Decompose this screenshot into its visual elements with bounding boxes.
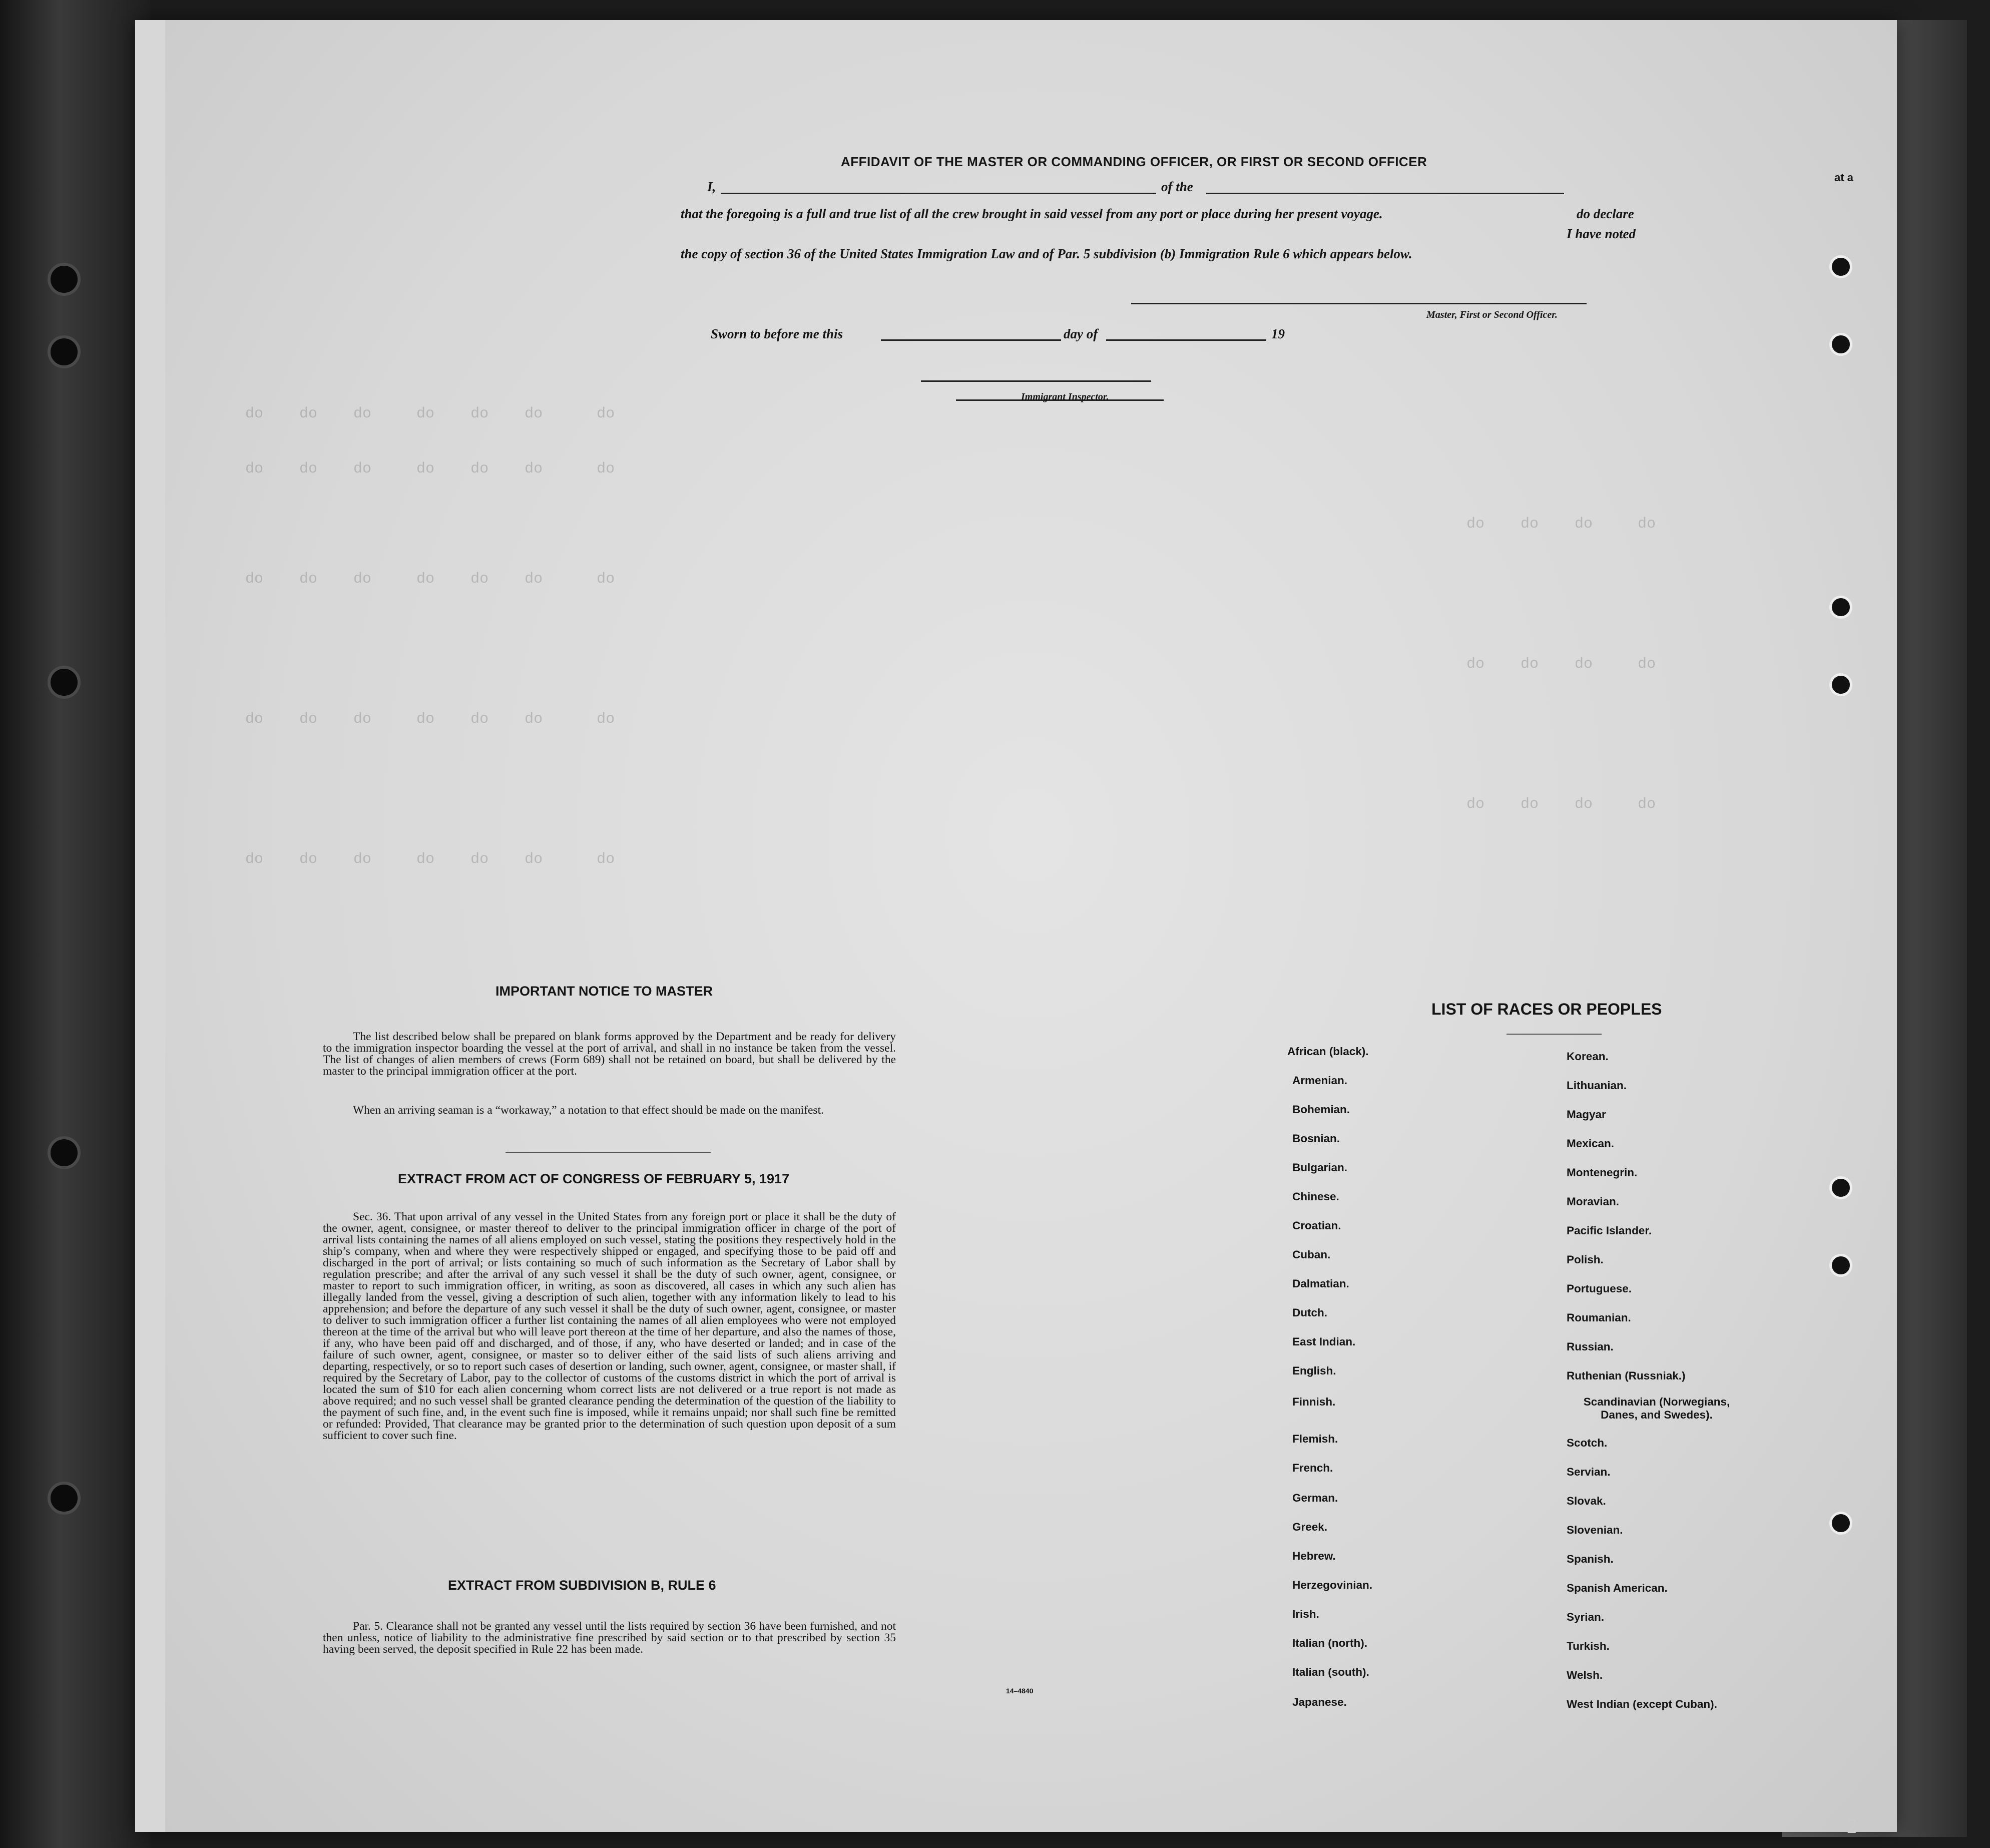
rule-paragraph [323, 1621, 896, 1655]
punch-hole [1829, 596, 1852, 619]
race-right: Slovenian. [1567, 1524, 1623, 1536]
punch-hole [1829, 255, 1852, 278]
race-right: Russian. [1567, 1340, 1614, 1353]
race-left: East Indian. [1292, 1335, 1356, 1348]
margin-mark: 2 [1847, 1815, 1857, 1837]
race-right: Turkish. [1567, 1640, 1610, 1652]
race-left: Bosnian. [1292, 1132, 1340, 1145]
punch-hole [1829, 1176, 1852, 1199]
affidavit-line2: that the foregoing is a full and true list of all the crew brought in said vessel from any port or place during her present voyage. [681, 206, 1383, 221]
inspector-caption: Immigrant Inspector. [1021, 391, 1109, 402]
race-right: Spanish. [1567, 1553, 1614, 1565]
page-surface [165, 20, 1897, 1832]
notice-para2-text: When an arriving seaman is a “workaway,” a notation to that effect should be made on the manifest. [353, 1104, 824, 1117]
race-left: Chinese. [1292, 1190, 1339, 1203]
affidavit-line4: the copy of section 36 of the United States Immigration Law and of Par. 5 subdivision (b) Immigration Rule 6 which appears below. [681, 246, 1412, 261]
act-paragraph [323, 1211, 896, 1442]
binding-strip [0, 0, 150, 1848]
binding-hole [48, 1136, 81, 1169]
race-left: English. [1292, 1364, 1336, 1377]
punch-hole [1829, 1512, 1852, 1535]
notice-para1-text: The list described below shall be prepared on blank forms approved by the Department and be ready for delivery to the immigration inspector boarding the vessel at the port of arrival, and shall in no instance be taken from the vessel. The list of changes of alien members of crews (Form 689) shall not be retained on board, but shall be delivered by the master to the principal immigration officer at the port. [323, 1030, 896, 1078]
bleed-through: do do do do [1466, 796, 1656, 813]
document-sheet [135, 20, 1897, 1832]
binding-hole [48, 666, 81, 699]
races-underline [1507, 1034, 1602, 1035]
race-right: Portuguese. [1567, 1282, 1632, 1295]
race-right: Mexican. [1567, 1137, 1615, 1150]
race-right: Korean. [1567, 1050, 1609, 1063]
act-heading: EXTRACT FROM ACT OF CONGRESS OF FEBRUARY 5, 1917 [398, 1171, 790, 1186]
race-right: Scotch. [1567, 1437, 1608, 1449]
binding-hole [48, 335, 81, 368]
race-right: Ruthenian (Russniak.) [1567, 1369, 1686, 1382]
form-number: 14–4840 [1006, 1687, 1034, 1695]
bleed-through: do do do do do do do [245, 405, 615, 422]
race-left: Italian (south). [1292, 1666, 1369, 1678]
races-heading: LIST OF RACES OR PEOPLES [1431, 1000, 1662, 1018]
punch-hole [1829, 673, 1852, 696]
bleed-through: do do do do do do do [245, 571, 615, 588]
sworn-text: Sworn to before me this [711, 326, 843, 341]
rule-heading: EXTRACT FROM SUBDIVISION B, RULE 6 [448, 1578, 716, 1593]
bleed-through: do do do do [1466, 656, 1656, 673]
affidavit-title: AFFIDAVIT OF THE MASTER OR COMMANDING OFFICER, OR FIRST OR SECOND OFFICER [841, 154, 1427, 169]
race-right: Syrian. [1567, 1611, 1605, 1623]
race-right: Servian. [1567, 1466, 1611, 1478]
race-right: Polish. [1567, 1253, 1604, 1266]
bleed-through: do do do do do do do [245, 460, 615, 478]
race-left: French. [1292, 1462, 1333, 1474]
notice-paragraph-1 [323, 1031, 896, 1077]
race-left: Armenian. [1292, 1074, 1348, 1087]
name-blank-line[interactable] [721, 193, 1156, 194]
race-left: Dutch. [1292, 1306, 1327, 1319]
bleed-through: do do do do do do do [245, 711, 615, 728]
sworn-day-blank[interactable] [881, 339, 1061, 341]
sworn-month-blank[interactable] [1106, 339, 1266, 341]
race-left: Bohemian. [1292, 1103, 1350, 1116]
race-left: African (black). [1287, 1045, 1369, 1058]
race-right: Spanish American. [1567, 1582, 1668, 1594]
affidavit-i: I, [707, 179, 716, 194]
race-left: Herzegovinian. [1292, 1579, 1373, 1591]
race-left: Dalmatian. [1292, 1277, 1349, 1290]
binding-hole [48, 1482, 81, 1515]
notice-paragraph-2 [323, 1105, 896, 1116]
inspector-line-1[interactable] [921, 380, 1151, 382]
race-left: Hebrew. [1292, 1550, 1336, 1562]
race-left: Greek. [1292, 1521, 1328, 1533]
bleed-through: do do do do [1466, 516, 1656, 533]
race-right: Roumanian. [1567, 1311, 1631, 1324]
binding-hole [48, 263, 81, 296]
affidavit-do-declare: do declare [1577, 206, 1634, 221]
race-right: Moravian. [1567, 1195, 1620, 1208]
race-right: Magyar [1567, 1108, 1606, 1121]
race-left: Irish. [1292, 1608, 1319, 1620]
race-left: German. [1292, 1492, 1338, 1504]
race-right: Scandinavian (Norwegians, Danes, and Swedes). [1583, 1396, 1730, 1421]
punch-hole [1829, 1254, 1852, 1277]
act-text: Sec. 36. That upon arrival of any vessel in the United States from any foreign port or place it shall be the duty of the owner, agent, consignee, or master thereof to deliver to the principal immigration officer in charge of the port of arrival lists containing the names of all aliens employed on such vessel, stating the positions they respectively hold in the ship’s company, when and where they were respectively shipped or engaged, and specifying those to be paid off and discharged in the port of arrival; or lists containing so much of such information as the Secretary of Labor shall by regulation prescribe; and after the arrival of any such vessel it shall be the duty of such owner, agent, consignee, or master to report to such immigration officer, in writing, as soon as discovered, all cases in which any such alien has illegally landed from the vessel, giving a description of such alien, together with any information likely to lead to his apprehension; and before the departure of any such vessel it shall be the duty of such owner, agent, consignee, or master to deliver to such immigration officer a further list containing the names of all alien employees who were not employed thereon at the time of the arrival but who will leave port thereon at the time of her departure, and also the names of those, if any, who have been paid off and discharged, and of those, if any, who have deserted or landed; and in case of the failure of such owner, agent, consignee, or master so to deliver either of the said lists of such aliens arriving and departing, respectively, or so to report such cases of desertion or landing, such owner, agent, consignee, or master shall, if required by the Secretary of Labor, pay to the collector of customs of the customs district in which the port of arrival is located the sum of $10 for each alien concerning whom correct lists are not delivered or a true report is not made as above required; and no such vessel shall be granted clearance pending the determination of the question of the liability to the payment of such fine, and, in the event such fine is imposed, while it remains unpaid; nor shall such fine be remitted or refunded: Provided, That clearance may be granted prior to the determination of such question upon deposit of a sum sufficient to cover such fine. [323, 1210, 896, 1442]
bleed-through: do do do do do do do [245, 851, 615, 868]
race-left: Croatian. [1292, 1219, 1341, 1232]
race-left: Italian (north). [1292, 1637, 1367, 1649]
notice-heading: IMPORTANT NOTICE TO MASTER [495, 984, 713, 999]
race-right: Montenegrin. [1567, 1166, 1638, 1179]
race-left: Flemish. [1292, 1433, 1338, 1445]
section-divider [506, 1152, 711, 1153]
signature-line[interactable] [1131, 303, 1587, 304]
year-prefix: 19 [1271, 326, 1285, 341]
race-left: Japanese. [1292, 1696, 1347, 1708]
day-of-text: day of [1064, 326, 1098, 341]
signature-caption: Master, First or Second Officer. [1426, 309, 1558, 320]
race-right: Slovak. [1567, 1495, 1606, 1507]
race-left: Finnish. [1292, 1396, 1336, 1408]
affidavit-line3: I have noted [1567, 226, 1636, 241]
race-right: Welsh. [1567, 1669, 1603, 1681]
punch-hole [1829, 333, 1852, 356]
race-right: West Indian (except Cuban). [1567, 1698, 1717, 1710]
rule-text: Par. 5. Clearance shall not be granted any vessel until the lists required by section 36 have been furnished, and not then unless, notice of liability to the administrative fine prescribed by said section or to that prescribed by section 35 having been served, the deposit specified in Rule 22 has been made. [323, 1620, 896, 1656]
race-right: Lithuanian. [1567, 1079, 1627, 1092]
at-a-label: at a [1834, 171, 1853, 184]
vessel-blank-line[interactable] [1206, 193, 1564, 194]
race-left: Cuban. [1292, 1248, 1331, 1261]
race-right: Pacific Islander. [1567, 1224, 1652, 1237]
race-left: Bulgarian. [1292, 1161, 1348, 1174]
affidavit-of-the: of the [1161, 179, 1193, 194]
